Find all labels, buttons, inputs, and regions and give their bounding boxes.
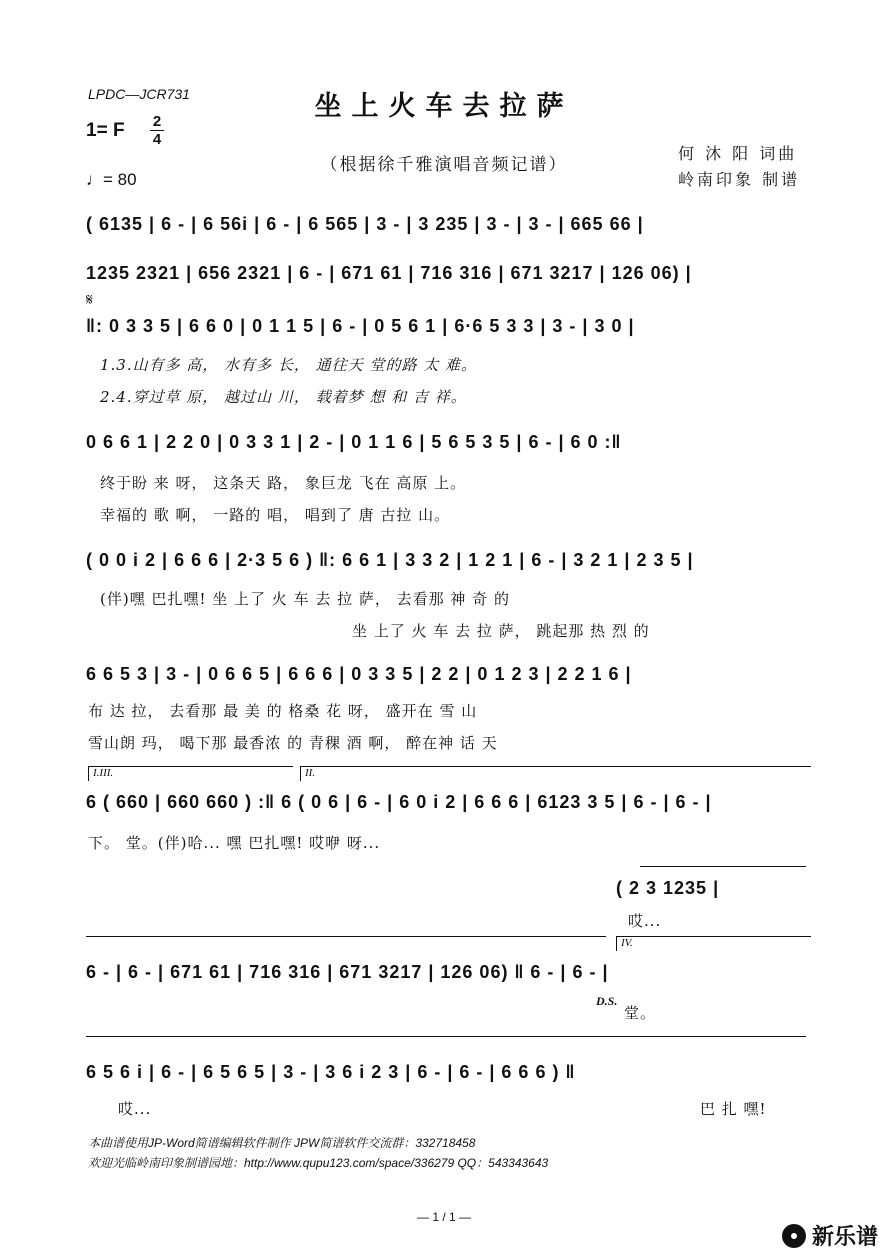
system-2-notes: 1235 2321 | 656 2321 | 6 - | 671 61 | 716 316 | 671 3217 | 126 06) | [86,263,692,283]
meter-top: 2 [152,113,162,130]
system-5-lyric-1: (伴)嘿 巴扎嘿! 坐 上了 火 车 去 拉 萨， 去看那 神 奇 的 [100,590,510,608]
system-9-lyric-1: 堂。 [624,1004,657,1022]
arranger: 岭南印象 制谱 [678,170,801,189]
system-4-lyric-2: 幸福的 歌 啊， 一路的 唱， 唱到了 唐 古拉 山。 [100,506,451,524]
record-disc-icon [782,1224,806,1248]
volta-2-bracket: II. [300,766,811,781]
dal-segno-marking: D.S. [596,994,618,1008]
system-3-notes: ‖: 0 3 3 5 | 6 6 0 | 0 1 1 5 | 6 - | 0 5 6 1 | 6·6 5 3 3 | 3 - | 3 0 | [86,316,635,336]
system-10-notes: 6 5 6 i | 6 - | 6 5 6 5 | 3 - | 3 6 i 2 3 | 6 - | 6 - | 6 6 6 ) ‖ [86,1062,576,1082]
tie-line [640,866,806,867]
tempo-marking: ♩= 80 [86,170,137,189]
system-8-lyric-1: 哎... [628,912,662,930]
footer-line-1: 本曲谱使用JP-Word简谱编辑软件制作 JPW简谱软件交流群：332718458 [88,1136,476,1150]
volta-4-bracket: IV. [616,936,811,951]
page-number: — 1 / 1 — [416,1210,472,1224]
tie-line [86,1036,806,1037]
system-1-notes: ( 6135 | 6 - | 6 56i | 6 - | 6 565 | 3 - | 3 235 | 3 - | 3 - | 665 66 | [86,214,644,234]
system-10-lyric-2: 巴 扎 嘿! [700,1100,767,1118]
logo-text: 新乐谱 [811,1225,878,1250]
system-3-lyric-1: 1.3.山有多 高， 水有多 长， 通往天 堂的路 太 难。 [100,356,478,374]
time-signature [150,114,164,147]
site-logo [782,1220,878,1251]
system-8-notes: ( 2 3 1235 | [616,878,720,898]
system-3-lyric-2: 2.4.穿过草 原， 越过山 川， 载着梦 想 和 吉 祥。 [100,388,467,406]
system-6-notes: 6 6 5 3 | 3 - | 0 6 6 5 | 6 6 6 | 0 3 3 5 | 2 2 | 0 1 2 3 | 2 2 1 6 | [86,664,632,684]
system-10-lyric-1: 哎... [118,1100,152,1118]
system-5-notes: ( 0 0 i 2 | 6 6 6 | 2·3 5 6 ) ‖: 6 6 1 | 3 3 2 | 1 2 1 | 6 - | 3 2 1 | 2 3 5 | [86,550,694,570]
segno-sign: 𝄋 [86,290,93,309]
system-6-lyric-1: 布 达 拉， 去看那 最 美 的 格桑 花 呀， 盛开在 雪 山 [88,702,478,720]
footer-line-2: 欢迎光临岭南印象制谱园地：http://www.qupu123.com/space/336279 QQ：543343643 [88,1156,549,1170]
system-6-lyric-2: 雪山朗 玛， 喝下那 最香浓 的 青稞 酒 啊， 醉在神 话 天 [88,734,498,752]
lyricist-composer: 何 沐 阳 词曲 [678,144,798,163]
score-code: LPDC—JCR731 [88,86,190,102]
subtitle: （根据徐千雅演唱音频记谱） [320,155,568,175]
system-7-lyric-1: 下。 堂。(伴)哈... 嘿 巴扎嘿! 哎咿 呀... [88,834,381,852]
system-9-notes: 6 - | 6 - | 671 61 | 716 316 | 671 3217 | 126 06) ‖ 6 - | 6 - | [86,962,609,982]
tie-line [86,936,606,937]
system-4-notes: 0 6 6 1 | 2 2 0 | 0 3 3 1 | 2 - | 0 1 1 6 | 5 6 5 3 5 | 6 - | 6 0 :‖ [86,432,622,452]
system-5-lyric-2: 坐 上了 火 车 去 拉 萨， 跳起那 热 烈 的 [352,622,650,640]
system-7-notes: 6 ( 660 | 660 660 ) :‖ 6 ( 0 6 | 6 - | 6 0 i 2 | 6 6 6 | 6123 3 5 | 6 - | 6 - | [86,792,712,812]
volta-1-bracket: I.III. [88,766,293,781]
page-title: 坐上火车去拉萨 [314,91,574,122]
key-signature: 1= F [86,120,125,141]
meter-bottom: 4 [152,131,162,148]
system-4-lyric-1: 终于盼 来 呀， 这条天 路， 象巨龙 飞在 高原 上。 [100,474,467,492]
credits [678,141,800,193]
